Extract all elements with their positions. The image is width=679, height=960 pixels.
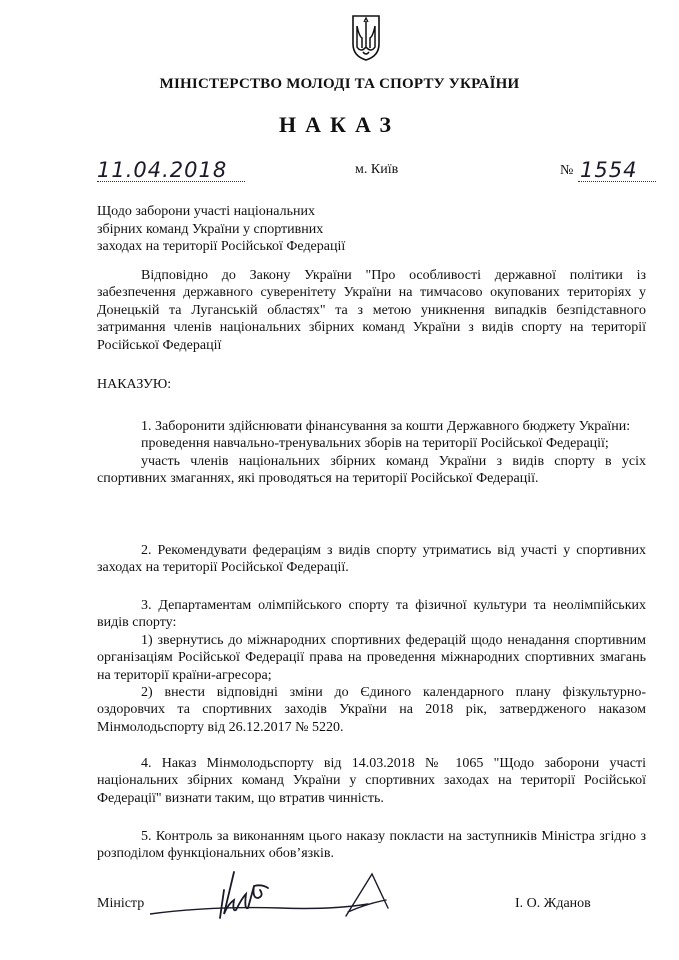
date-underline bbox=[97, 181, 245, 182]
item-paragraph: 2) внести відповідні зміни до Єдиного календарного плану фізкультурно-оздоровчих та спортивних заходів України на 2018 рік, затвердженого наказом Мінмолодьспорту від 26.12.2017 № 5220. bbox=[97, 685, 646, 735]
handwritten-signature-icon bbox=[150, 864, 390, 924]
order-number-value: 1554 bbox=[580, 158, 638, 182]
item-paragraph: проведення навчально-тренувальних зборів на території Російської Федерації; bbox=[141, 436, 609, 452]
item-paragraph: 1. Заборонити здійснювати фінансування за кошти Державного бюджету України: bbox=[141, 419, 631, 434]
order-date bbox=[97, 160, 245, 184]
trident-emblem-icon bbox=[351, 14, 381, 62]
subject-line: збірних команд України у спортивних bbox=[97, 221, 324, 237]
order-item-5 bbox=[97, 828, 646, 863]
item-paragraph: 5. Контроль за виконанням цього наказу покласти на заступників Міністра згідно з розподілом функціональних обов’язків. bbox=[97, 829, 646, 862]
item-paragraph: 3. Департаментам олімпійського спорту та фізичної культури та неолімпійських видів спорту: bbox=[97, 598, 646, 631]
item-paragraph: 2. Рекомендувати федераціям з видів спорту утриматись від участі у спортивних заходах на території Російської Федерації. bbox=[97, 543, 646, 576]
order-item-2 bbox=[97, 542, 646, 577]
number-sign: № bbox=[560, 163, 574, 178]
preamble bbox=[97, 267, 646, 354]
item-paragraph: участь членів національних збірних команд України з видів спорту в усіх спортивних змаганнях, які проводяться на території Російської Федерації. bbox=[97, 453, 646, 487]
city: м. Київ bbox=[355, 162, 399, 177]
number-underline bbox=[578, 181, 656, 182]
order-subject bbox=[97, 203, 397, 256]
document-title: НАКАЗ bbox=[279, 112, 400, 137]
order-item-4 bbox=[97, 755, 646, 807]
order-directive: НАКАЗУЮ: bbox=[97, 377, 172, 392]
subject-line: заходах на території Російської Федерації bbox=[97, 239, 346, 254]
order-item-1 bbox=[97, 418, 646, 488]
order-date-value: 11.04.2018 bbox=[97, 158, 228, 182]
signer-name: І. О. Жданов bbox=[515, 896, 591, 911]
order-number bbox=[560, 160, 656, 184]
subject-line: Щодо заборони участі національних bbox=[97, 204, 315, 219]
item-paragraph: 4. Наказ Мінмолодьспорту від 14.03.2018 № 1065 "Щодо заборони участі національних збірних команд України у спортивних заходах на території Російської Федерації" визнати таким, що втратив чинність. bbox=[97, 756, 646, 806]
ministry-name: МІНІСТЕРСТВО МОЛОДІ ТА СПОРТУ УКРАЇНИ bbox=[159, 76, 520, 92]
order-item-3 bbox=[97, 597, 646, 736]
item-paragraph: 1) звернутись до міжнародних спортивних федерацій щодо ненадання спортивним організаціям Російської Федерації права на проведення міжнародних спортивних змагань на території країни-агресора; bbox=[97, 632, 646, 683]
preamble-text: Відповідно до Закону України "Про особливості державної політики із забезпечення державного суверенітету України на тимчасово окупованих територіях у Донецькій та Луганській областях" та з метою уникнення випадків безпідставного затримання членів національних збірних команд України з видів спорту на території Російської Федерації bbox=[97, 268, 646, 353]
signer-title: Міністр bbox=[97, 896, 145, 911]
